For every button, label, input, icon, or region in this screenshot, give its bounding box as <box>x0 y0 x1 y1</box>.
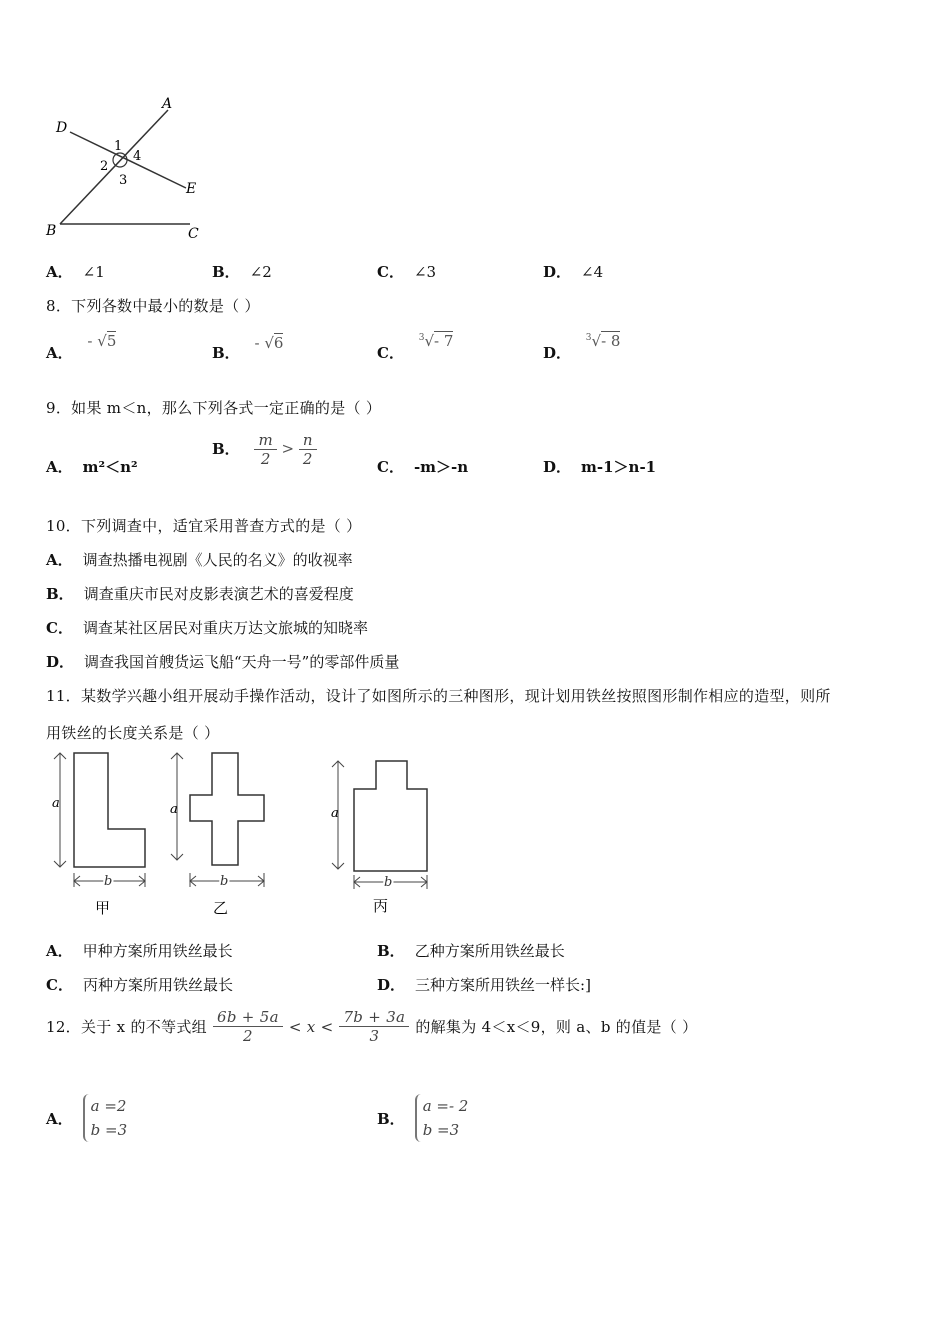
q10-option-c[interactable]: C． 调查某社区居民对重庆万达文旅城的知晓率 <box>46 619 368 637</box>
q8-option-b[interactable]: B． - √6 <box>212 334 284 362</box>
q10-stem: 10．下列调查中，适宜采用普查方式的是（ ） <box>46 517 362 535</box>
q11-option-b[interactable]: B． 乙种方案所用铁丝最长 <box>377 942 565 960</box>
q11-stem-line2: 用铁丝的长度关系是（ ） <box>46 724 220 742</box>
q11-option-a[interactable]: A． 甲种方案所用铁丝最长 <box>46 942 233 960</box>
q8-option-c[interactable]: C． $^3$√- 7 <box>377 332 454 362</box>
q8-stem: 8．下列各数中最小的数是（ ） <box>46 297 260 315</box>
q9-option-d[interactable]: D． m-1＞n-1 <box>543 458 657 476</box>
angle-label-1: 1 <box>114 139 123 154</box>
q11-option-c[interactable]: C． 丙种方案所用铁丝最长 <box>46 976 233 994</box>
q12-left-fraction: $\frac{6b + 5a}{2}$ <box>213 1008 283 1045</box>
q7-option-a[interactable]: A． ∠1 <box>46 263 105 281</box>
shape-yi <box>170 753 264 917</box>
q11-stem-line1: 11．某数学兴趣小组开展动手操作活动，设计了如图所示的三种图形，现计划用铁丝按照图形制作相应的造型，则所 <box>46 687 831 705</box>
bing-a-label: a <box>331 806 339 821</box>
angle-label-3: 3 <box>119 173 128 188</box>
jia-caption: 甲 <box>95 899 111 917</box>
q7-option-c[interactable]: C． ∠3 <box>377 263 437 281</box>
q10-option-a[interactable]: A． 调查热播电视剧《人民的名义》的收视率 <box>46 551 353 569</box>
yi-caption: 乙 <box>213 899 229 917</box>
q9-option-b[interactable]: B． $\frac{m}{2}$ > $\frac{n}{2}$ <box>212 431 317 468</box>
wire-shapes-figure <box>40 745 450 925</box>
yi-a-label: a <box>170 802 178 817</box>
q12-option-b[interactable]: B． a =- 2 b =3 <box>377 1094 468 1142</box>
q12-option-a[interactable]: A． a =2 b =3 <box>46 1094 127 1142</box>
q9-option-c[interactable]: C． -m＞-n <box>377 458 469 476</box>
jia-b-label: b <box>104 874 113 889</box>
point-label-A: A <box>162 96 173 112</box>
q11-option-d[interactable]: D． 三种方案所用铁丝一样长:] <box>377 976 591 994</box>
q10-option-d[interactable]: D． 调查我国首艘货运飞船“天舟一号”的零部件质量 <box>46 653 400 671</box>
line-DE <box>70 132 186 188</box>
q9-option-a[interactable]: A． m²＜n² <box>46 458 138 476</box>
line-BA <box>60 110 168 224</box>
q9-stem: 9．如果 m＜n，那么下列各式一定正确的是（ ） <box>46 399 382 417</box>
q10-option-b[interactable]: B． 调查重庆市民对皮影表演艺术的喜爱程度 <box>46 585 354 603</box>
q12-right-fraction: $\frac{7b + 3a}{3}$ <box>339 1008 409 1045</box>
point-label-C: C <box>188 226 199 242</box>
shape-bing <box>331 761 427 915</box>
q7-option-b[interactable]: B． ∠2 <box>212 263 272 281</box>
shape-jia <box>52 753 145 917</box>
point-label-B: B <box>46 223 57 239</box>
angle-label-2: 2 <box>100 159 109 174</box>
point-label-E: E <box>186 181 197 197</box>
angle-figure <box>40 92 220 247</box>
jia-a-label: a <box>52 796 60 811</box>
bing-caption: 丙 <box>373 897 389 915</box>
angle-label-4: 4 <box>133 149 142 164</box>
bing-b-label: b <box>384 875 393 890</box>
q12-stem: 12．关于 x 的不等式组 $\frac{6b + 5a}{2}$ < x < $\frac{7b + 3a}{3}$ 的解集为 4＜x＜9，则 a、b 的值是（ ） <box>46 1008 698 1045</box>
q7-option-d[interactable]: D． ∠4 <box>543 263 604 281</box>
q8-option-a[interactable]: A． - √5 <box>46 332 117 362</box>
yi-b-label: b <box>220 874 229 889</box>
q8-option-d[interactable]: D． $^3$√- 8 <box>543 332 621 362</box>
point-label-D: D <box>56 120 68 136</box>
